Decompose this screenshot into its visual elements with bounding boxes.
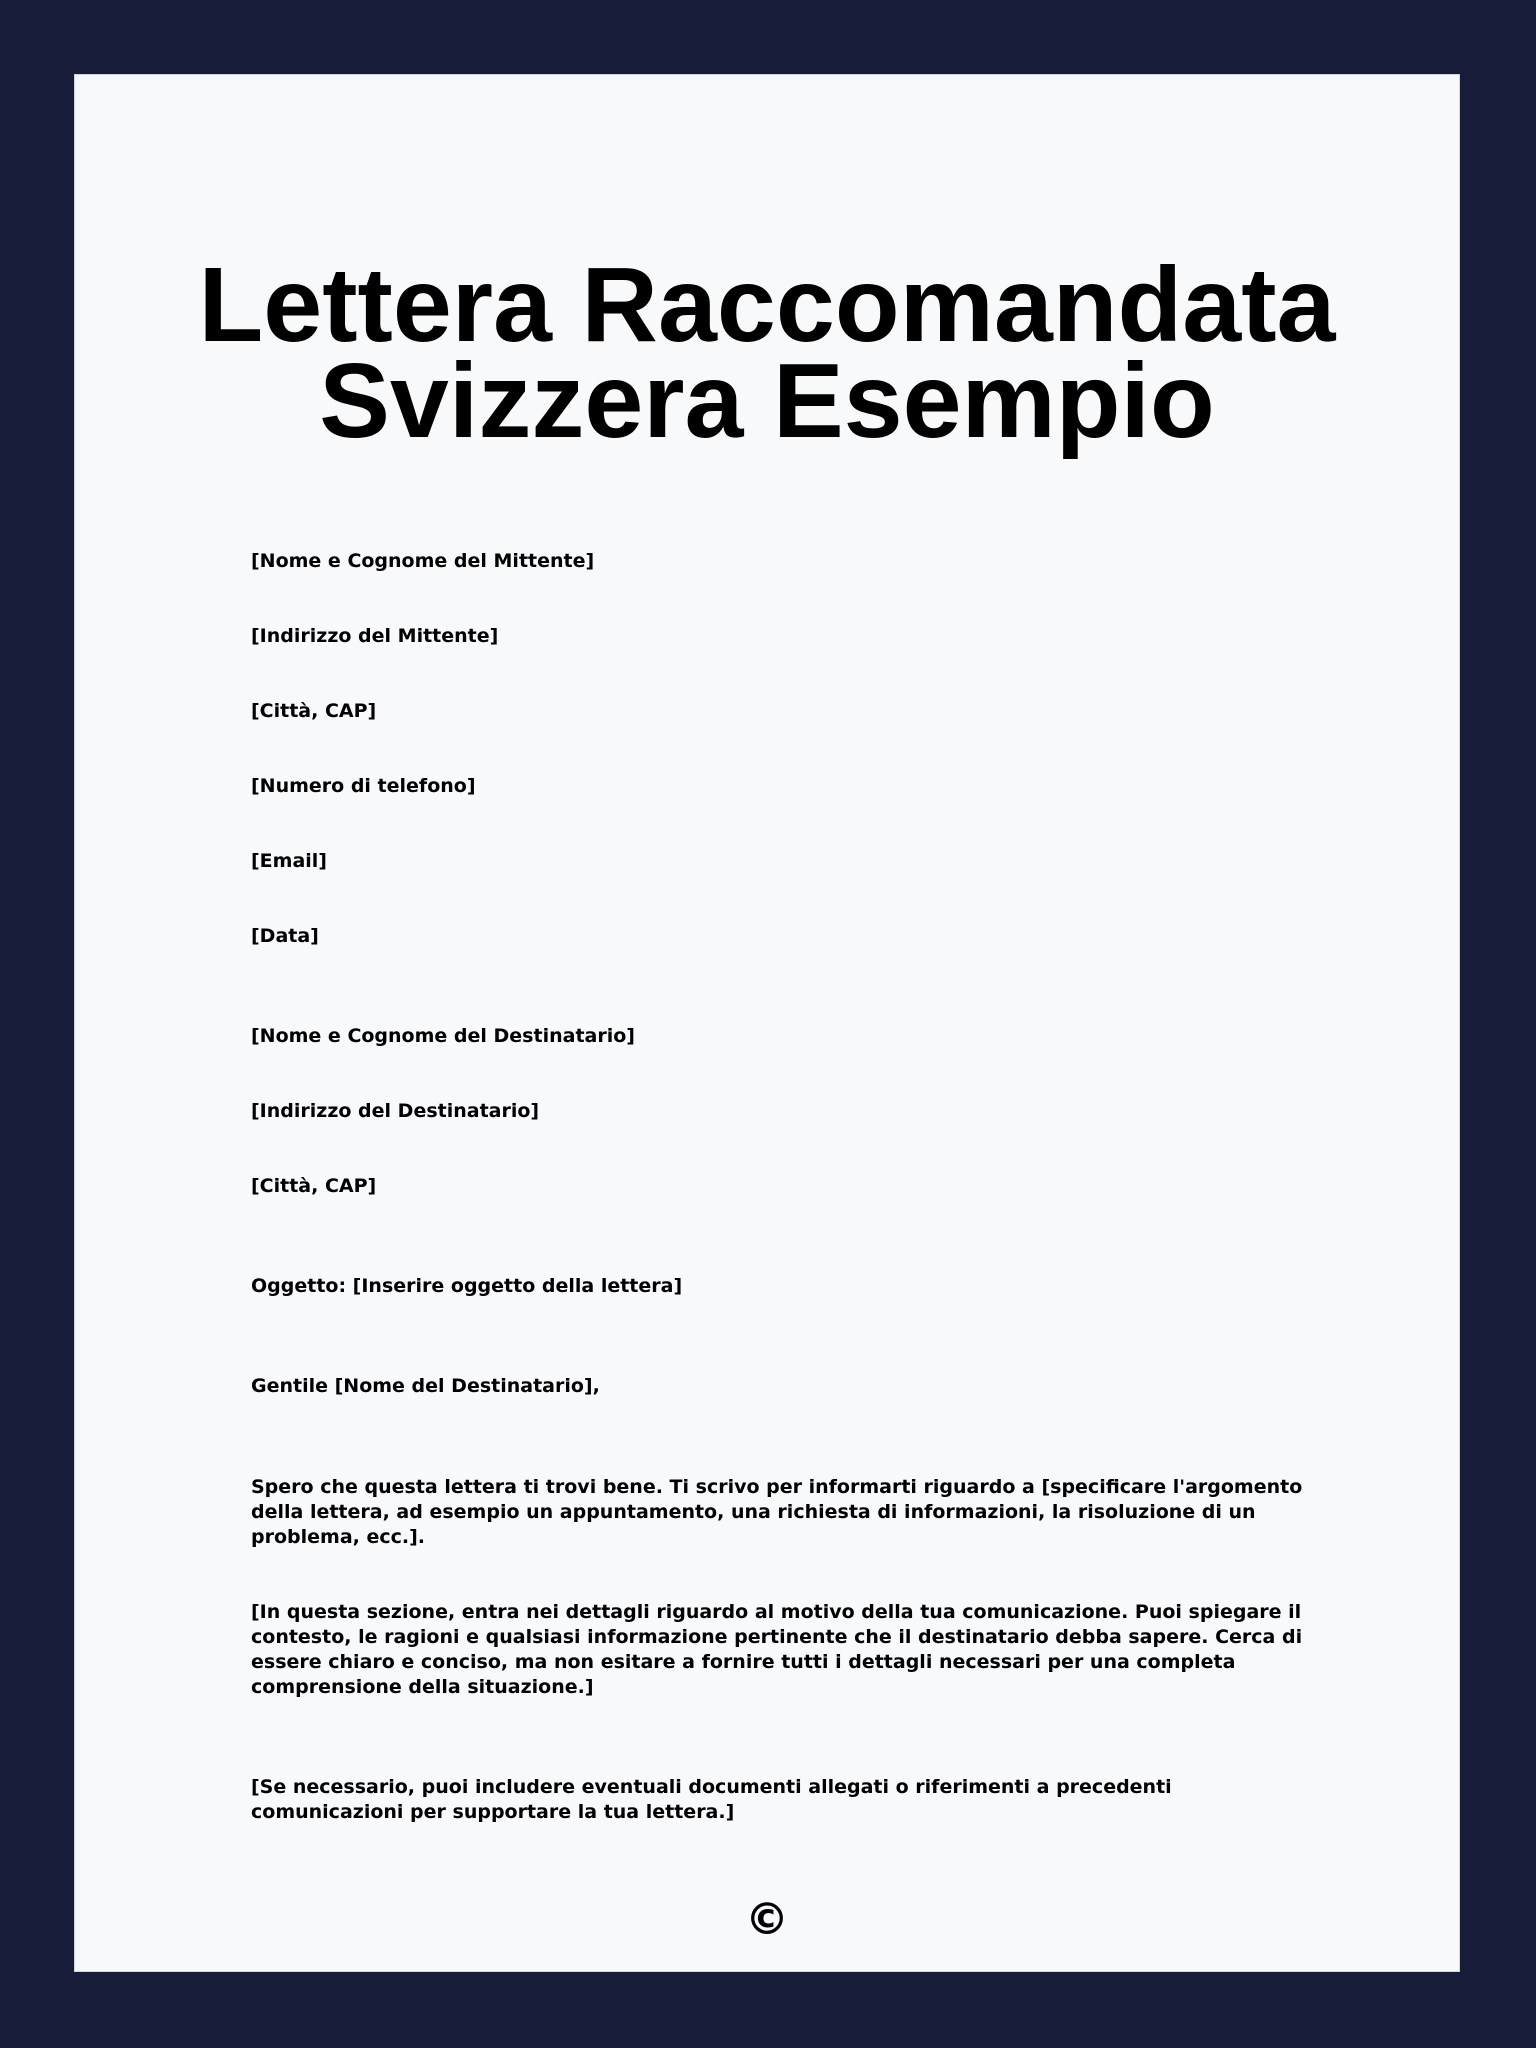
title-line-2: Svizzera Esempio [319, 342, 1215, 460]
letter-subject: Oggetto: [Inserire oggetto della lettera] [251, 1275, 683, 1297]
letter-greeting: Gentile [Nome del Destinatario], [251, 1375, 600, 1397]
sender-phone: [Numero di telefono] [251, 775, 476, 797]
body-paragraph-1: Spero che questa lettera ti trovi bene. Ti scrivo per informarti riguardo a [specificare l'argomento della lettera, ad esempio un appuntamento, una richiesta di informazioni, la risoluzione di un problema, ecc.]. [251, 1476, 1303, 1548]
copyright-icon: © [745, 1894, 789, 1945]
document-title [75, 246, 1459, 460]
title-line-1: Lettera Raccomandata [198, 246, 1336, 364]
letter-date: [Data] [251, 925, 319, 947]
sender-address: [Indirizzo del Mittente] [251, 625, 499, 647]
sender-email: [Email] [251, 850, 327, 872]
recipient-address: [Indirizzo del Destinatario] [251, 1100, 540, 1122]
recipient-name: [Nome e Cognome del Destinatario] [251, 1025, 635, 1047]
document-page [74, 74, 1460, 1972]
body-paragraph-3: [Se necessario, puoi includere eventuali documenti allegati o riferimenti a precedenti comunicazioni per supportare la tua lettera.] [251, 1776, 1172, 1823]
sender-city-zip: [Città, CAP] [251, 700, 377, 722]
body-paragraph-2: [In questa sezione, entra nei dettagli riguardo al motivo della tua comunicazione. Puoi spiegare il contesto, le ragioni e qualsiasi informazione pertinente che il destinatario debba sapere. Cerca di essere chiaro e conciso, ma non esitare a fornire tutti i dettagli necessari per una completa comprensione della situazione.] [251, 1601, 1303, 1698]
recipient-city-zip: [Città, CAP] [251, 1175, 377, 1197]
sender-name: [Nome e Cognome del Mittente] [251, 550, 595, 572]
